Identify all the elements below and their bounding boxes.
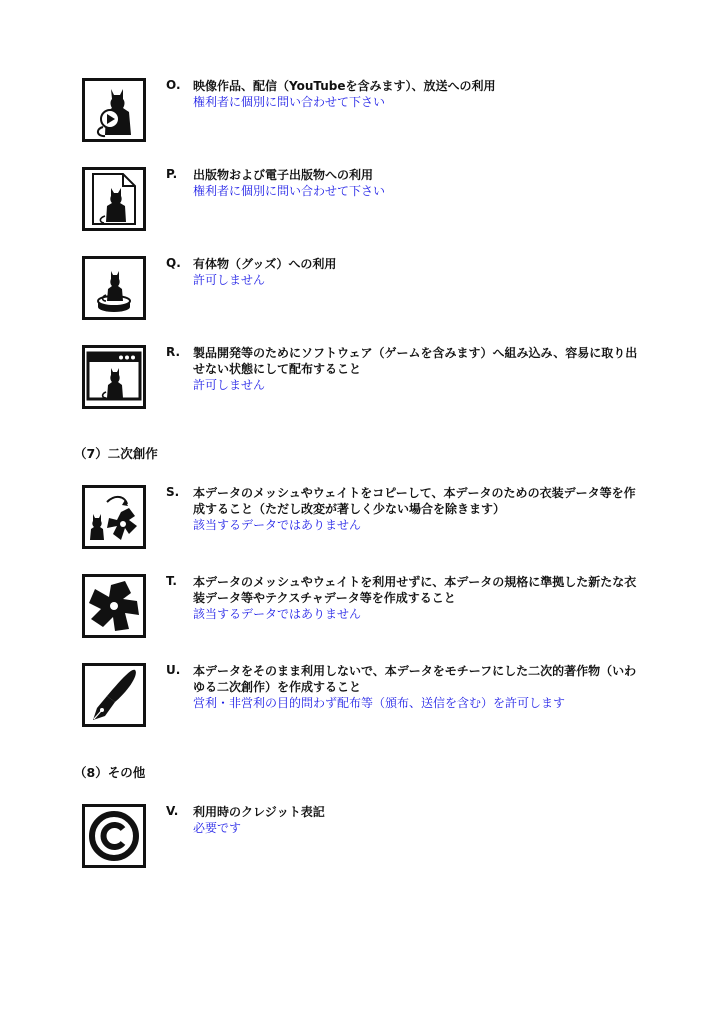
software-window-icon xyxy=(82,345,146,409)
item-letter: R. xyxy=(166,345,181,359)
item-letter: O. xyxy=(166,78,181,92)
title-line: 本データのメッシュやウェイトを利用せずに、本データの規格に準拠した新たな衣 xyxy=(193,575,637,589)
item-answer: 営利・非営利の目的問わず配布等（頒布、送信を含む）を許可します xyxy=(193,696,566,710)
section-heading: （8）その他 xyxy=(74,765,146,780)
item-letter: V. xyxy=(166,804,179,818)
title-line: 成すること（ただし改変が著しく少ない場合を除きます） xyxy=(193,502,506,516)
item-title xyxy=(193,256,643,288)
title-line: 本データをそのまま利用しないで、本データをモチーフにした二次的著作物（いわ xyxy=(193,664,637,678)
item-title xyxy=(193,574,643,622)
title-line: ゆる二次創作）を作成すること xyxy=(193,680,362,694)
title-line: 本データのメッシュやウェイトをコピーして、本データのための衣装データ等を作 xyxy=(193,486,636,500)
item-answer: 該当するデータではありません xyxy=(193,607,362,621)
section-heading: （7）二次創作 xyxy=(74,446,158,461)
item-title xyxy=(193,485,643,533)
title-line: 有体物（グッズ）への利用 xyxy=(193,257,337,271)
item-title xyxy=(193,804,643,836)
item-letter: P. xyxy=(166,167,178,181)
item-answer: 該当するデータではありません xyxy=(193,518,362,532)
item-answer: 許可しません xyxy=(193,273,266,287)
outfit-copy-icon xyxy=(82,485,146,549)
item-answer: 権利者に個別に問い合わせて下さい xyxy=(193,95,386,109)
item-letter: T. xyxy=(166,574,177,588)
title-line: 利用時のクレジット表記 xyxy=(193,805,325,819)
item-letter: Q. xyxy=(166,256,181,270)
title-line: 映像作品、配信（YouTubeを含みます）、放送への利用 xyxy=(193,79,496,93)
title-line: 製品開発等のためにソフトウェア（ゲームを含みます）へ組み込み、容易に取り出 xyxy=(193,346,638,360)
item-letter: S. xyxy=(166,485,180,499)
item-title xyxy=(193,345,643,393)
title-line: 装データ等やテクスチャデータ等を作成すること xyxy=(193,591,456,605)
item-title xyxy=(193,663,643,711)
figure-merchandise-icon xyxy=(82,256,146,320)
copyright-icon xyxy=(82,804,146,868)
pen-nib-icon xyxy=(82,663,146,727)
outfit-create-icon xyxy=(82,574,146,638)
document-publication-icon xyxy=(82,167,146,231)
video-play-icon xyxy=(82,78,146,142)
item-letter: U. xyxy=(166,663,181,677)
title-line: 出版物および電子出版物への利用 xyxy=(193,168,374,182)
item-title xyxy=(193,78,643,110)
title-line: せない状態にして配布すること xyxy=(193,362,362,376)
item-title xyxy=(193,167,643,199)
item-answer: 許可しません xyxy=(193,378,266,392)
item-answer: 権利者に個別に問い合わせて下さい xyxy=(193,184,386,198)
item-answer: 必要です xyxy=(193,821,242,835)
